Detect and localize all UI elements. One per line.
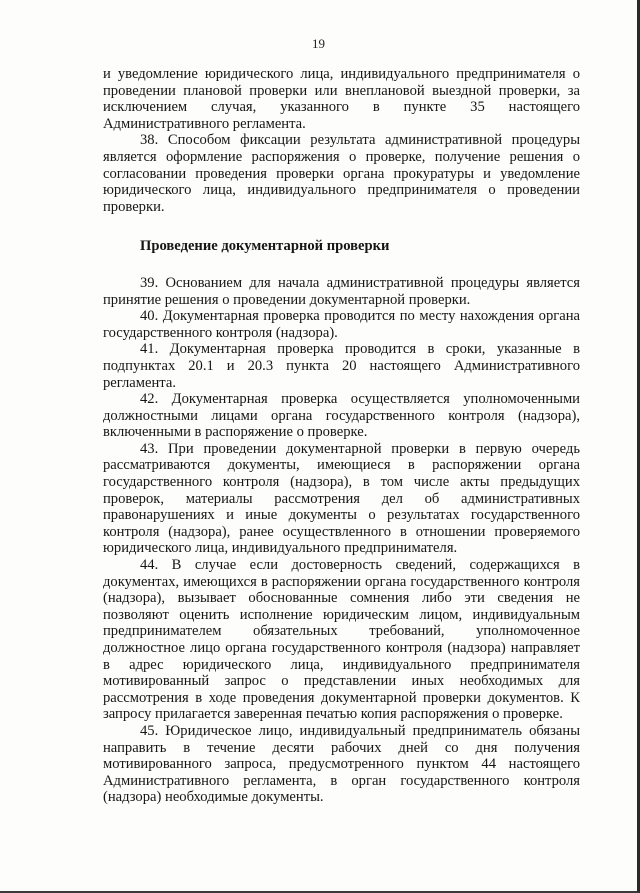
- page-number: 19: [312, 36, 325, 51]
- paragraph-38: 38. Способом фиксации результата административной процедуры является оформление распоряжения о проверке, получение решения о согласовании проведения проверки органа прокуратуры и уведомление юридического лица, индивидуального предпринимателя о проведении проверки.: [103, 132, 580, 215]
- section-heading: Проведение документарной проверки: [140, 238, 390, 255]
- paragraph-42: 42. Документарная проверка осуществляется уполномоченными должностными лицами органа государственного контроля (надзора), включенными в распоряжение о проверке.: [103, 391, 580, 441]
- paragraph-45: 45. Юридическое лицо, индивидуальный предприниматель обязаны направить в течение десяти рабочих дней со дня получения мотивированного запроса, предусмотренного пунктом 44 настоящего Административного регламента, в орган государственного контроля (надзора) необходимые документы.: [103, 722, 580, 806]
- paragraph-43: 43. При проведении документарной проверки в первую очередь рассматриваются документы, имеющиеся в распоряжении органа государственного контроля (надзора), в том числе акты предыдущих проверок, материалы рассмотрения дел об административных правонарушениях и иные документы о результатах государственного контроля (надзора), ранее осуществленного в отношении проверяемого юридического лица, индивидуального предпринимателя.: [103, 440, 580, 557]
- paragraph-44: 44. В случае если достоверность сведений, содержащихся в документах, имеющихся в распоряжении органа государственного контроля (надзора), вызывает обоснованные сомнения либо эти сведения не позволяют оценить исполнение юридическим лицом, индивидуальным предпринимателем обязательных требований, уполномоченное должностное лицо органа государственного контроля (надзора) направляет в адрес юридического лица, индивидуального предпринимателя мотивированный запрос о представлении иных необходимых для рассмотрения в ходе проведения документарной проверки документов. К запросу прилагается заверенная печатью копия распоряжения о проверке.: [103, 557, 580, 723]
- paragraph-40: 40. Документарная проверка проводится по месту нахождения органа государственного контроля (надзора).: [103, 308, 580, 341]
- paragraph-continuation: и уведомление юридического лица, индивидуального предпринимателя о проведении плановой проверки или внеплановой выездной проверки, за исключением случая, указанного в пункте 35 настоящего Административного регламента.: [103, 66, 580, 132]
- paragraph-39: 39. Основанием для начала административной процедуры является принятие решения о проведении документарной проверки.: [103, 274, 580, 308]
- paragraph-41: 41. Документарная проверка проводится в сроки, указанные в подпунктах 20.1 и 20.3 пункта 20 настоящего Административного регламента.: [103, 341, 580, 391]
- document-body: [103, 66, 580, 806]
